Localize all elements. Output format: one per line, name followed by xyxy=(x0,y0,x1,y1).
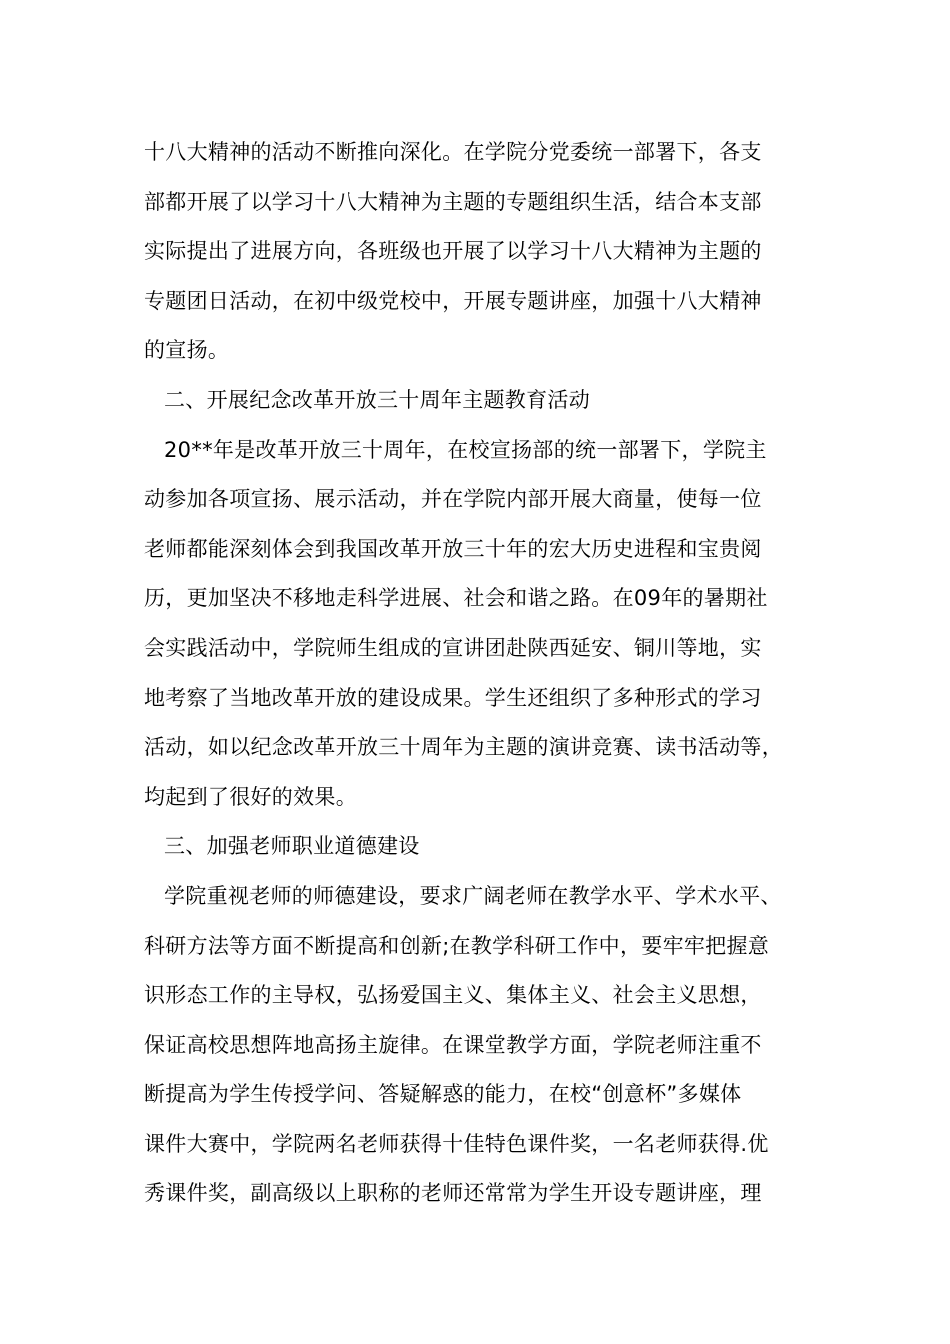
paragraph-line: 十八大精神的活动不断推向深化。在学院分党委统一部署下，各支 xyxy=(144,140,762,164)
document-body xyxy=(144,128,834,1219)
paragraph-line: 部都开展了以学习十八大精神为主题的专题组织生活，结合本支部 xyxy=(144,189,762,214)
paragraph-line: 断提高为学生传授学问、答疑解惑的能力，在校“创意杯”多媒体 xyxy=(144,1082,742,1107)
paragraph-line: 活动，如以纪念改革开放三十周年为主题的演讲竞赛、读书活动等， xyxy=(144,735,783,760)
section-heading: 三、加强老师职业道德建设 xyxy=(164,834,420,859)
paragraph-line: 均起到了很好的效果。 xyxy=(144,784,357,809)
paragraph-line: 保证高校思想阵地高扬主旋律。在课堂教学方面，学院老师注重不 xyxy=(144,1032,762,1057)
paragraph-line: 专题团日活动，在初中级党校中，开展专题讲座，加强十八大精神 xyxy=(144,288,762,313)
paragraph-line: 老师都能深刻体会到我国改革开放三十年的宏大历史进程和宝贵阅 xyxy=(144,536,762,561)
paragraph-line: 动参加各项宣扬、展示活动，并在学院内部开展大商量，使每一位 xyxy=(144,487,762,512)
paragraph-line: 科研方法等方面不断提高和创新;在教学科研工作中，要牢牢把握意 xyxy=(144,933,770,958)
paragraph-line: 识形态工作的主导权，弘扬爱国主义、集体主义、社会主义思想， xyxy=(144,983,762,1008)
paragraph-line: 20**年是改革开放三十周年，在校宣扬部的统一部署下，学院主 xyxy=(164,437,767,462)
paragraph-line: 会实践活动中，学院师生组成的宣讲团赴陕西延安、铜川等地，实 xyxy=(144,635,762,660)
paragraph-line: 实际提出了进展方向，各班级也开展了以学习十八大精神为主题的 xyxy=(144,239,762,264)
paragraph-line: 学院重视老师的师德建设，要求广阔老师在教学水平、学术水平、 xyxy=(164,883,782,908)
paragraph-line: 地考察了当地改革开放的建设成果。学生还组织了多种形式的学习 xyxy=(144,685,762,710)
paragraph-line: 课件大赛中，学院两名老师获得十佳特色课件奖，一名老师获得.优 xyxy=(144,1131,769,1156)
paragraph-line: 的宣扬。 xyxy=(144,338,230,363)
section-heading: 二、开展纪念改革开放三十周年主题教育活动 xyxy=(164,387,590,412)
paragraph-line: 秀课件奖，副高级以上职称的老师还常常为学生开设专题讲座，理 xyxy=(144,1181,762,1206)
paragraph-line: 历，更加坚决不移地走科学进展、社会和谐之路。在09年的暑期社 xyxy=(144,586,768,611)
